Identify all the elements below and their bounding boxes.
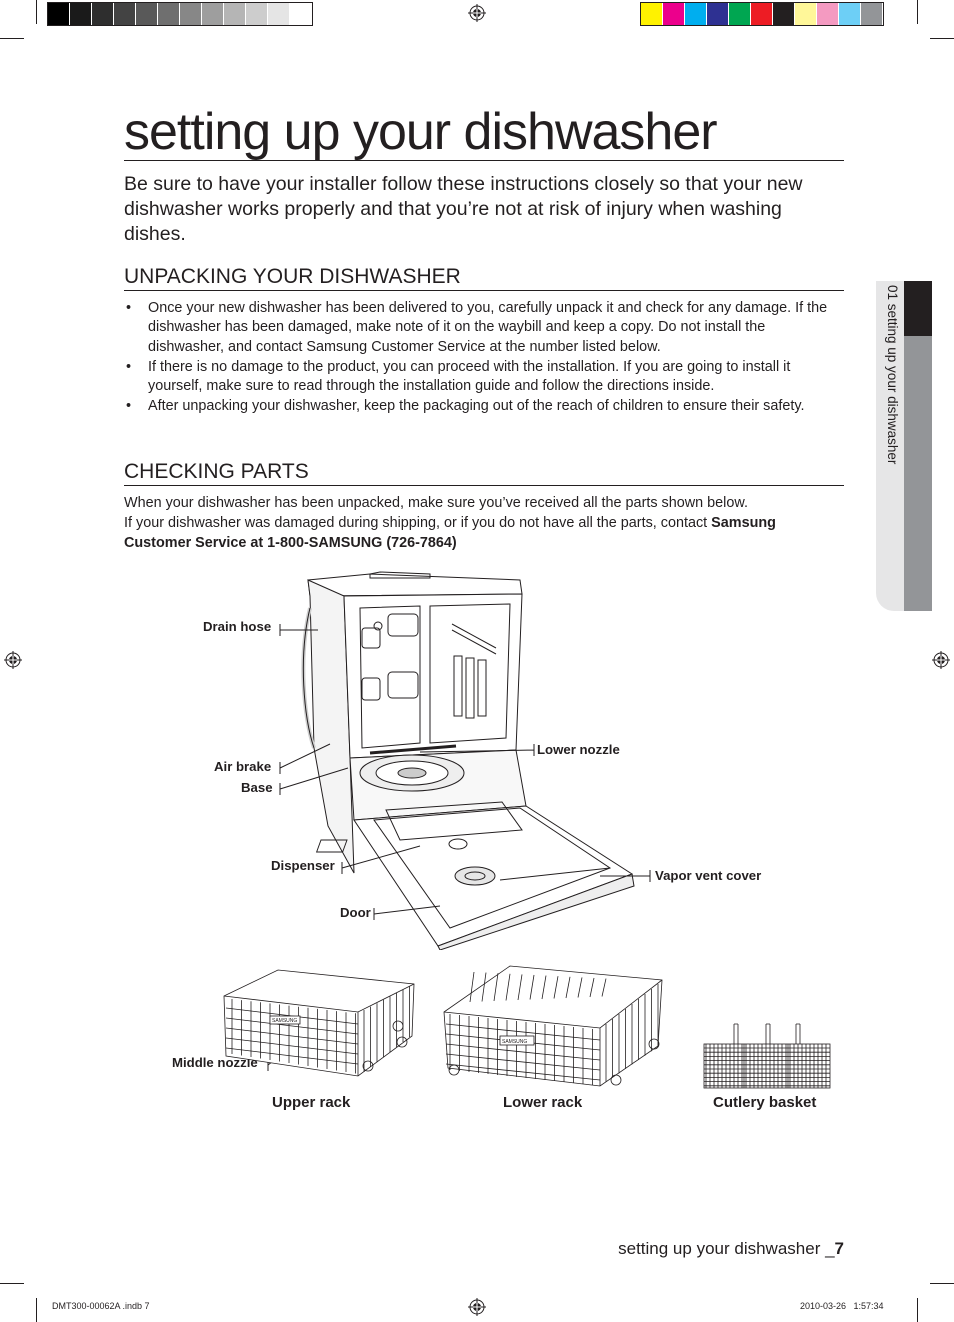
registration-mark-icon	[4, 651, 22, 669]
label-base: Base	[241, 780, 273, 795]
lower-rack-brand: SAMSUNG	[502, 1039, 528, 1045]
lower-rack-illustration	[440, 962, 666, 1092]
color-swatch	[795, 3, 817, 25]
color-swatch	[861, 3, 883, 25]
unpacking-list	[124, 299, 844, 418]
gray-swatch	[92, 3, 114, 25]
gray-swatch	[224, 3, 246, 25]
page-number: 7	[834, 1239, 844, 1258]
label-dispenser: Dispenser	[271, 858, 335, 873]
registration-mark-icon	[468, 4, 486, 22]
registration-mark-icon	[468, 1298, 486, 1316]
color-calibration-bar	[640, 2, 884, 26]
registration-mark-icon	[932, 651, 950, 669]
label-drain-hose: Drain hose	[203, 619, 272, 634]
gray-swatch	[158, 3, 180, 25]
crop-mark	[36, 0, 37, 24]
crop-mark	[917, 0, 918, 24]
list-item: • Once your new dishwasher has been delivered to you, carefully unpack it and check for any damage. If the dishwasher has been damaged, make note of it on the waybill and keep a copy. Do not install the dishwasher, and contact Samsung Customer Service at the number listed below.	[124, 299, 844, 357]
gray-swatch	[70, 3, 92, 25]
crop-mark	[930, 38, 954, 39]
gray-swatch	[48, 3, 70, 25]
color-swatch	[641, 3, 663, 25]
label-lower-nozzle: Lower nozzle	[537, 742, 620, 757]
color-swatch	[663, 3, 685, 25]
intro-paragraph: Be sure to have your installer follow these instructions closely so that your new dishwasher works properly and that you’re not at risk of injury when washing dishes.	[124, 173, 803, 245]
print-slug-file: DMT300-00062A .indb 7	[52, 1301, 150, 1311]
color-swatch	[839, 3, 861, 25]
caption-lower-rack: Lower rack	[503, 1094, 583, 1111]
footer-title: setting up your dishwasher _	[618, 1239, 835, 1258]
color-swatch	[817, 3, 839, 25]
section-heading-unpacking: UNPACKING YOUR DISHWASHER	[124, 265, 844, 291]
upper-rack-illustration	[218, 966, 418, 1084]
checking-paragraph-lead: If your dishwasher was damaged during shipping, or if you do not have all the parts, contact	[124, 515, 712, 531]
gray-swatch	[246, 3, 268, 25]
color-swatch	[685, 3, 707, 25]
gray-swatch	[180, 3, 202, 25]
section-heading-checking-parts: CHECKING PARTS	[124, 460, 844, 486]
print-slug-timestamp: 2010-03-26 1:57:34	[800, 1301, 884, 1311]
gray-swatch	[290, 3, 312, 25]
label-air-brake: Air brake	[214, 759, 272, 774]
color-swatch	[751, 3, 773, 25]
crop-mark	[930, 1283, 954, 1284]
crop-mark	[0, 1283, 24, 1284]
caption-cutlery-basket: Cutlery basket	[713, 1094, 817, 1111]
page-title: setting up your dishwasher	[124, 104, 844, 161]
dishwasher-illustration	[270, 568, 640, 950]
chapter-tab-label: 01 setting up your dishwasher	[885, 285, 900, 465]
crop-mark	[917, 1298, 918, 1322]
crop-mark	[36, 1298, 37, 1322]
gray-swatch	[136, 3, 158, 25]
running-footer	[618, 1239, 844, 1259]
customer-service-number: Samsung Customer Service at 1-800-SAMSUNG (726-7864)	[124, 515, 776, 551]
list-item: • If there is no damage to the product, you can proceed with the installation. If you are going to install it yourself, make sure to read through the installation guide and follow the directions inside.	[124, 358, 844, 397]
crop-mark	[0, 38, 24, 39]
checking-paragraph-2	[124, 514, 844, 553]
color-swatch	[773, 3, 795, 25]
gray-swatch	[114, 3, 136, 25]
gray-swatch	[202, 3, 224, 25]
caption-upper-rack: Upper rack	[272, 1094, 351, 1111]
list-item: • After unpacking your dishwasher, keep the packaging out of the reach of children to ensure their safety.	[124, 397, 844, 416]
chapter-tab-marker	[904, 281, 932, 336]
grayscale-calibration-bar	[47, 2, 313, 26]
upper-rack-brand: SAMSUNG	[272, 1018, 298, 1024]
checking-paragraph-1: When your dishwasher has been unpacked, make sure you’ve received all the parts shown below.	[124, 495, 748, 511]
label-door: Door	[340, 905, 371, 920]
gray-swatch	[268, 3, 290, 25]
cutlery-basket-illustration	[702, 1022, 832, 1090]
color-swatch	[707, 3, 729, 25]
color-swatch	[729, 3, 751, 25]
label-middle-nozzle: Middle nozzle	[172, 1055, 258, 1070]
label-vapor-vent-cover: Vapor vent cover	[655, 868, 762, 883]
